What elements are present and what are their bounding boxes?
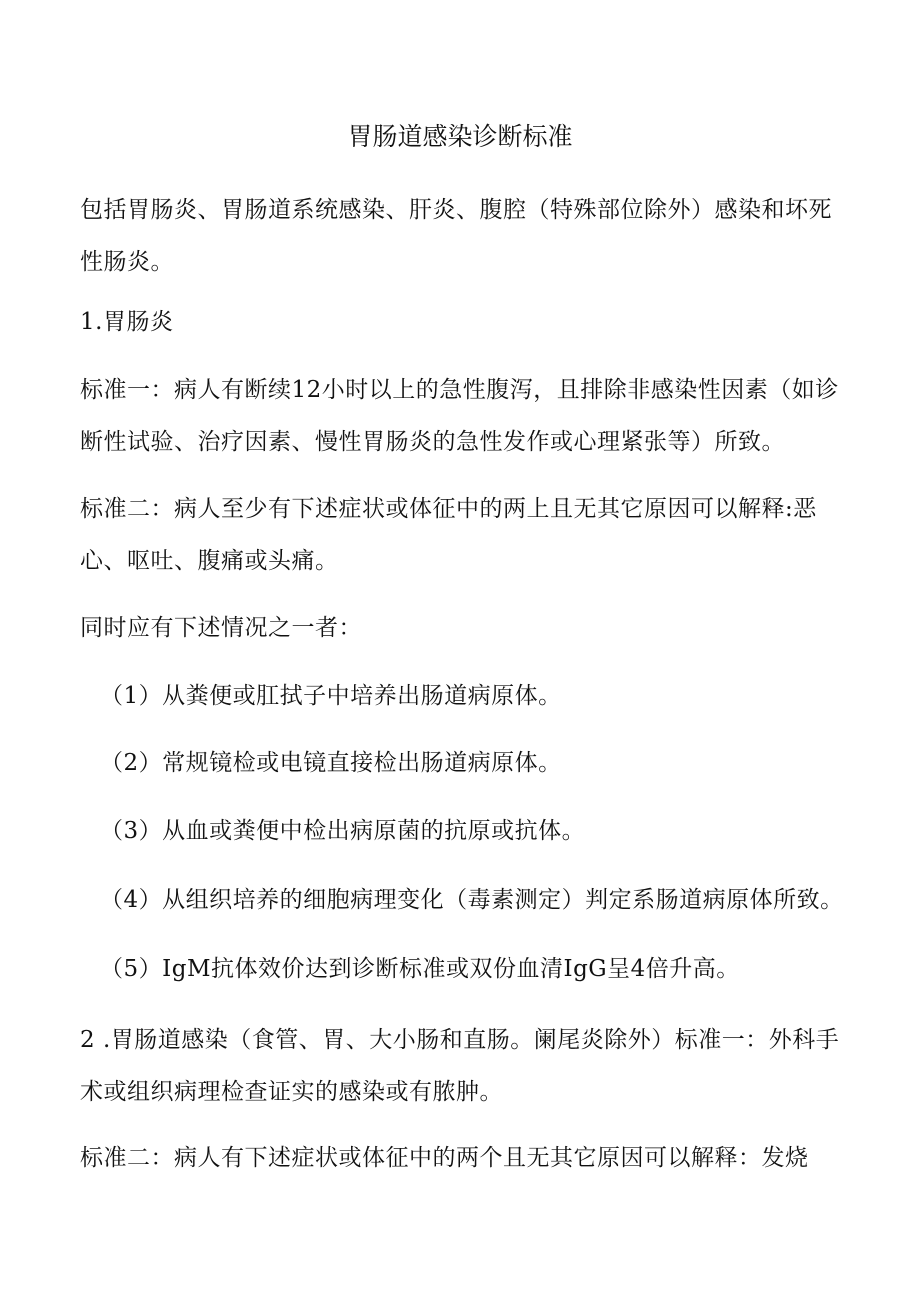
- list-item: （4）从组织培养的细胞病理变化（毒素测定）判定系肠道病原体所致。: [100, 887, 844, 913]
- section-2-criterion-2: 标准二：病人有下述症状或体征中的两个且无其它原因可以解释：发烧: [80, 1145, 809, 1171]
- section-2-heading-criterion-1: 2 .胃肠道感染（食管、胃、大小肠和直肠。阑尾炎除外）标准一：外科手术或组织病理检查证实的感染或有脓肿。: [80, 1027, 840, 1105]
- intro-paragraph: 包括胃肠炎、胃肠道系统感染、肝炎、腹腔（特殊部位除外）感染和坏死性肠炎。: [80, 197, 832, 275]
- section-1-criterion-2: 标准二：病人至少有下述症状或体征中的两上且无其它原因可以解释:恶心、呕吐、腹痛或头痛。: [80, 496, 817, 574]
- document-title: 胃肠道感染诊断标准: [347, 122, 573, 151]
- list-item: （2）常规镜检或电镜直接检出肠道病原体。: [100, 750, 562, 776]
- section-1-criterion-1: 标准一：病人有断续12小时以上的急性腹泻，且排除非感染性因素（如诊断性试验、治疗因素、慢性胃肠炎的急性发作或心理紧张等）所致。: [80, 377, 839, 455]
- list-item: （5）IgM抗体效价达到诊断标准或双份血清IgG呈4倍升高。: [100, 956, 740, 982]
- list-item: （1）从粪便或肛拭子中培养出肠道病原体。: [100, 683, 562, 709]
- list-item: （3）从血或粪便中检出病原菌的抗原或抗体。: [100, 818, 586, 844]
- section-1-heading: 1.胃肠炎: [80, 309, 174, 335]
- also-required-line: 同时应有下述情况之一者：: [80, 615, 362, 641]
